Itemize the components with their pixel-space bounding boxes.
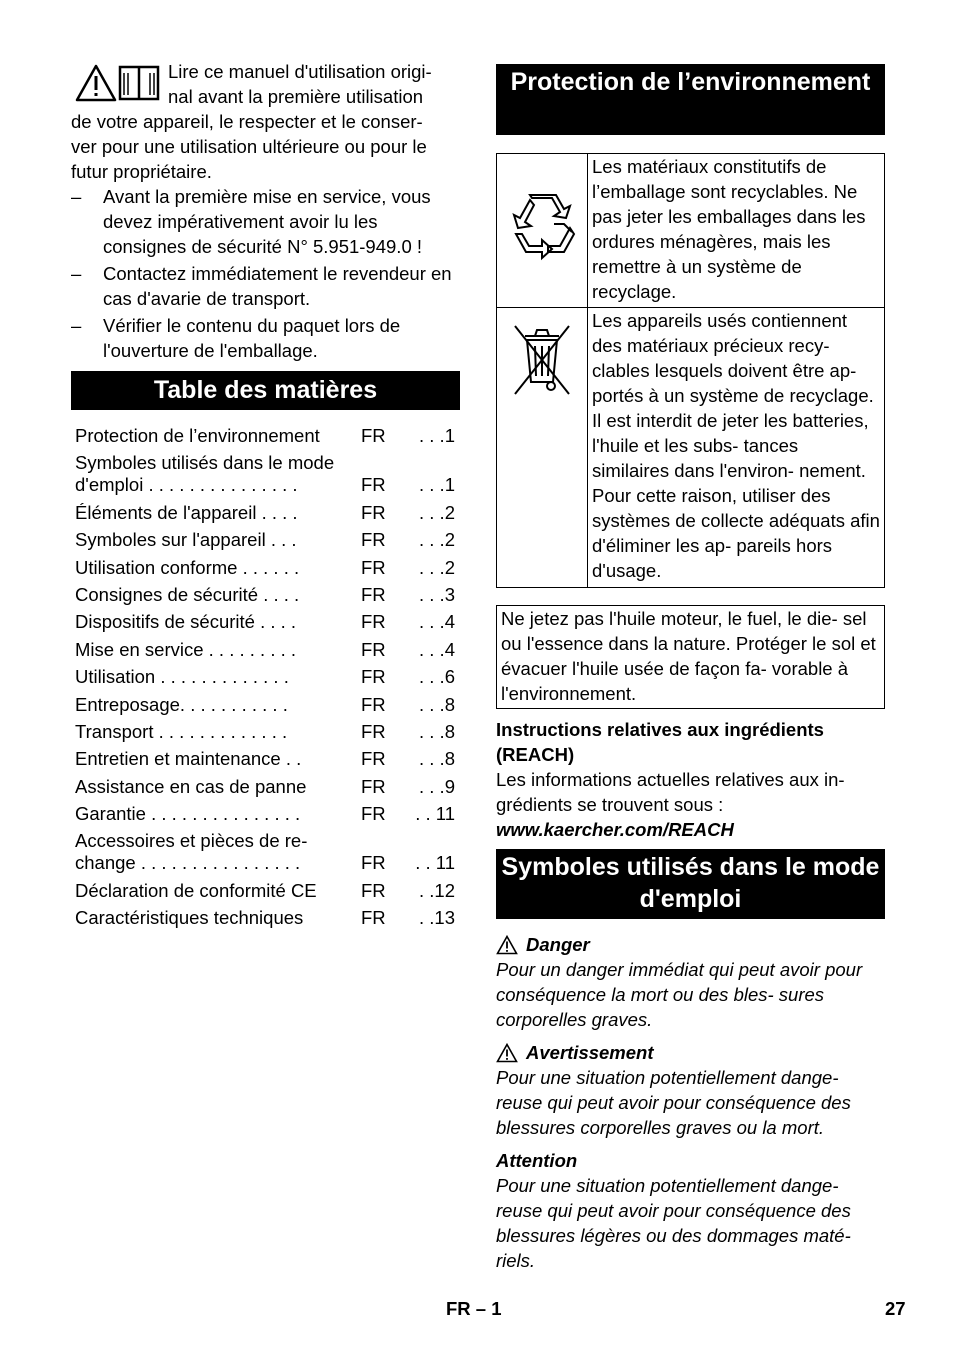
toc-page: . . 11 <box>415 803 455 825</box>
intro-line: ver pour une utilisation ultérieure ou pour le <box>71 136 427 157</box>
oil-note-box: Ne jetez pas l'huile moteur, le fuel, le die- sel ou l'essence dans la nature. Protéger le sol et évacuer l'huile usée de façon fa- vorable à l'environnement. <box>496 605 885 709</box>
list-item: – Avant la première mise en service, vous devez impérativement avoir lu les consignes de sécurité N° 5.951-949.0 ! <box>71 186 431 257</box>
toc-lang: FR <box>361 748 386 770</box>
toc-row[interactable] <box>75 425 460 452</box>
table-of-contents <box>75 425 460 935</box>
intro-bullet-list <box>71 184 460 365</box>
toc-lang: FR <box>361 720 386 742</box>
toc-row[interactable] <box>75 694 460 721</box>
toc-page: . . .9 <box>419 775 455 797</box>
toc-lang: FR <box>361 775 386 797</box>
toc-page: . . .8 <box>419 720 455 742</box>
symbols-heading: Symboles utilisés dans le mode d'emploi <box>496 849 885 919</box>
table-row <box>497 154 885 308</box>
toc-title: Entreposage. . . . . . . . . . . <box>75 693 288 715</box>
warning-icon <box>496 1043 518 1063</box>
toc-lang: FR <box>361 529 386 551</box>
danger-text: Pour un danger immédiat qui peut avoir pour conséquence la mort ou des bles- sures corporelles graves. <box>496 959 863 1030</box>
toc-row[interactable] <box>75 907 460 934</box>
toc-page: . . .4 <box>419 638 455 660</box>
toc-title: Symboles sur l'appareil . . . <box>75 529 297 551</box>
toc-page: . . .2 <box>419 529 455 551</box>
attention-text: Pour une situation potentiellement dange- reuse qui peut avoir pour conséquence des blessures légères ou des dommages maté- riels. <box>496 1175 851 1271</box>
list-item: – Vérifier le contenu du paquet lors de l'ouverture de l'emballage. <box>71 315 401 361</box>
toc-page: . .12 <box>419 879 455 901</box>
toc-heading: Table des matières <box>71 371 460 410</box>
toc-lang: FR <box>361 501 386 523</box>
warning-icon <box>496 935 518 955</box>
toc-lang: FR <box>361 474 386 496</box>
list-item: – Contactez immédiatement le revendeur en cas d'avarie de transport. <box>71 263 452 309</box>
toc-title: Protection de l’environnement <box>75 425 320 446</box>
toc-lang: FR <box>361 425 386 446</box>
toc-title: Garantie . . . . . . . . . . . . . . . <box>75 803 301 825</box>
left-column <box>71 0 460 1354</box>
reach-title: Instructions relatives aux ingrédients (REACH) <box>496 719 824 765</box>
environment-heading: Protection de l’environnement <box>496 64 885 135</box>
intro-paragraph <box>71 59 460 184</box>
toc-row[interactable] <box>75 666 460 693</box>
toc-lang: FR <box>361 693 386 715</box>
toc-title: Dispositifs de sécurité . . . . <box>75 611 297 633</box>
toc-lang: FR <box>361 611 386 633</box>
toc-row[interactable] <box>75 584 460 611</box>
toc-title: Transport . . . . . . . . . . . . . <box>75 720 288 742</box>
toc-page: . . 11 <box>415 852 455 874</box>
toc-lang: FR <box>361 638 386 660</box>
intro-line: nal avant la première utilisation <box>168 86 424 107</box>
toc-lang: FR <box>361 803 386 825</box>
toc-row[interactable] <box>75 830 460 879</box>
warning-label: Avertissement <box>496 1040 885 1065</box>
symbols-section <box>496 928 885 1273</box>
environment-table <box>496 153 885 588</box>
attention-label: Attention <box>496 1150 578 1171</box>
crossed-bin-icon <box>507 320 577 400</box>
reach-url-link[interactable]: www.kaercher.com/REACH <box>496 819 734 840</box>
toc-row[interactable] <box>75 803 460 830</box>
intro-line: de votre appareil, le respecter et le conser- <box>71 111 423 132</box>
bullet-dash: – <box>71 186 82 207</box>
toc-page: . . .1 <box>419 425 455 446</box>
toc-title: Symboles utilisés dans le mode d'emploi . . . . . . . . . . . . . . . <box>75 452 335 496</box>
toc-row[interactable] <box>75 529 460 556</box>
toc-page: . . .1 <box>419 474 455 496</box>
toc-title: Utilisation conforme . . . . . . <box>75 556 300 578</box>
warning-text: Pour une situation potentiellement dange- reuse qui peut avoir pour conséquence des blessures corporelles graves ou la mort. <box>496 1067 851 1138</box>
toc-page: . . .4 <box>419 611 455 633</box>
intro-line: Lire ce manuel d'utilisation origi- <box>168 61 432 82</box>
toc-page: . . .2 <box>419 501 455 523</box>
toc-row[interactable] <box>75 880 460 907</box>
recycle-icon <box>504 188 580 268</box>
toc-row[interactable] <box>75 502 460 529</box>
toc-title: Entretien et maintenance . . <box>75 748 302 770</box>
toc-page: . . .8 <box>419 748 455 770</box>
reach-text: Les informations actuelles relatives aux in- grédients se trouvent sous : <box>496 769 845 815</box>
toc-row[interactable] <box>75 452 460 501</box>
toc-title: Éléments de l'appareil . . . . <box>75 501 298 523</box>
right-column <box>496 0 885 1354</box>
toc-page: . . .8 <box>419 693 455 715</box>
toc-title: Assistance en cas de panne <box>75 775 307 797</box>
environment-text: Les appareils usés contiennent des matériaux précieux recy- clables lesquels doivent être ap- portés à un système de recyclage. Il est interdit de jeter les batteries, l'huile et les subs- tances similaires dans l'environ- nement. Pour cette raison, utiliser des systèmes de collecte adéquats afin d'éliminer les ap- pareils hors d'usage. <box>588 308 885 588</box>
toc-lang: FR <box>361 556 386 578</box>
toc-title: Accessoires et pièces de re- change . . . . . . . . . . . . . . . . <box>75 830 308 874</box>
toc-lang: FR <box>361 852 386 874</box>
toc-row[interactable] <box>75 611 460 638</box>
toc-title: Mise en service . . . . . . . . . <box>75 638 297 660</box>
toc-page: . . .2 <box>419 556 455 578</box>
toc-title: Caractéristiques techniques <box>75 907 304 929</box>
footer-page-number: 27 <box>885 1298 906 1319</box>
bullet-dash: – <box>71 315 82 336</box>
toc-lang: FR <box>361 583 386 605</box>
table-row <box>497 308 885 588</box>
toc-title: Consignes de sécurité . . . . <box>75 583 300 605</box>
toc-row[interactable] <box>75 748 460 775</box>
toc-row[interactable] <box>75 557 460 584</box>
toc-row[interactable] <box>75 776 460 803</box>
toc-title: Déclaration de conformité CE <box>75 879 317 901</box>
bullet-dash: – <box>71 263 82 284</box>
danger-label: Danger <box>496 932 885 957</box>
toc-page: . .13 <box>419 907 455 929</box>
toc-title: Utilisation . . . . . . . . . . . . . <box>75 666 289 688</box>
footer-section-page: FR – 1 <box>446 1298 502 1319</box>
reach-section <box>496 717 885 842</box>
environment-text: Les matériaux constitutifs de l’emballage sont recyclables. Ne pas jeter les emballages dans les ordures ménagères, mais les remettre à un système de recyclage. <box>588 154 885 308</box>
toc-row[interactable] <box>75 639 460 666</box>
toc-page: . . .3 <box>419 583 455 605</box>
toc-lang: FR <box>361 879 386 901</box>
toc-lang: FR <box>361 666 386 688</box>
toc-row[interactable] <box>75 721 460 748</box>
toc-lang: FR <box>361 907 386 929</box>
toc-page: . . .6 <box>419 666 455 688</box>
intro-line: futur propriétaire. <box>71 161 212 182</box>
